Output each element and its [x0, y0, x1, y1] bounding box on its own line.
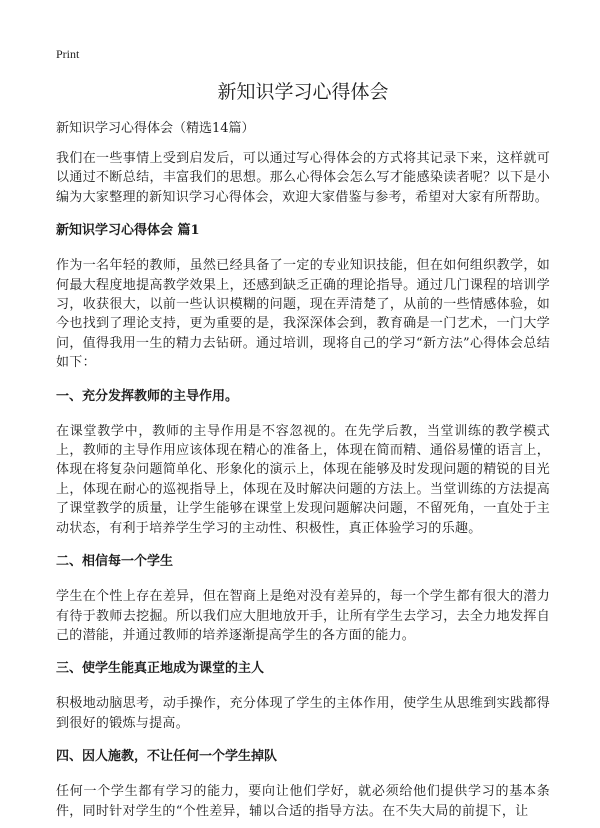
point-heading-4: 四、因人施教，不让任何一个学生掉队: [56, 749, 278, 765]
article-body: [56, 149, 550, 828]
point-heading-3: 三、使学生能真正地成为课堂的主人: [56, 661, 265, 677]
point-paragraph-4: 任何一个学生都有学习的能力，要向让他们学好，就必须给他们提供学习的基本条件，同时针对学生的“个性差异，辅以合适的指导方法。在不失大局的前提下，让: [56, 784, 550, 819]
point-paragraph-3: 积极地动脑思考，动手操作，充分体现了学生的主体作用，使学生从思维到实践都得到很好的锻炼与提高。: [56, 696, 550, 731]
point-heading-2: 二、相信每一个学生: [56, 554, 174, 570]
section-paragraph: 作为一名年轻的教师，虽然已经具备了一定的专业知识技能，但在如何组织教学，如何最大程度地提高教学效果上，还感到缺乏正确的理论指导。通过几门课程的培训学习，收获很大，以前一些认识模糊的问题，现在弄清楚了，从前的一些情感体验，如今也找到了理论支持，更为重要的是，我深深体会到，教育确是一门艺术，一门大学问，值得我用一生的精力去钻研。通过培训，现将自己的学习“新方法”心得体会总结如下：: [56, 258, 550, 371]
point-paragraph-1: 在课堂教学中，教师的主导作用是不容忽视的。在先学后教，当堂训练的教学模式上，教师的主导作用应该体现在精心的准备上，体现在简而精、通俗易懂的语言上，体现在将复杂问题简单化、形象化的演示上，体现在能够及时发现问题的精锐的目光上，体现在耐心的巡视指导上，体现在及时解决问题的方法上。当堂训练的方法提高了课堂教学的质量，让学生能够在课堂上发现问题解决问题，不留死角，一直处于主动状态，有利于培养学生学习的主动性、积极性，真正体验学习的乐趣。: [56, 423, 550, 536]
document-subtitle: 新知识学习心得体会（精选14篇）: [56, 121, 255, 136]
document-page: [56, 0, 550, 828]
point-heading-1: 一、充分发挥教师的主导作用。: [56, 388, 239, 404]
print-link[interactable]: Print: [56, 47, 80, 61]
intro-paragraph: 我们在一些事情上受到启发后，可以通过写心得体会的方式将其记录下来，这样就可以通过不断总结，丰富我们的思想。那么心得体会怎么写才能感染读者呢？以下是小编为大家整理的新知识学习心得体会，欢迎大家借鉴与参考，希望对大家有所帮助。: [56, 151, 550, 205]
section-heading: 新知识学习心得体会 篇1: [56, 223, 200, 239]
page-title: 新知识学习心得体会: [217, 81, 389, 103]
point-paragraph-2: 学生在个性上存在差异，但在智商上是绝对没有差异的，每一个学生都有很大的潜力有待于教师去挖掘。所以我们应大胆地放开手，让所有学生去学习，去全力地发挥自己的潜能，并通过教师的培养逐渐提高学生的各方面的能力。: [56, 589, 550, 643]
